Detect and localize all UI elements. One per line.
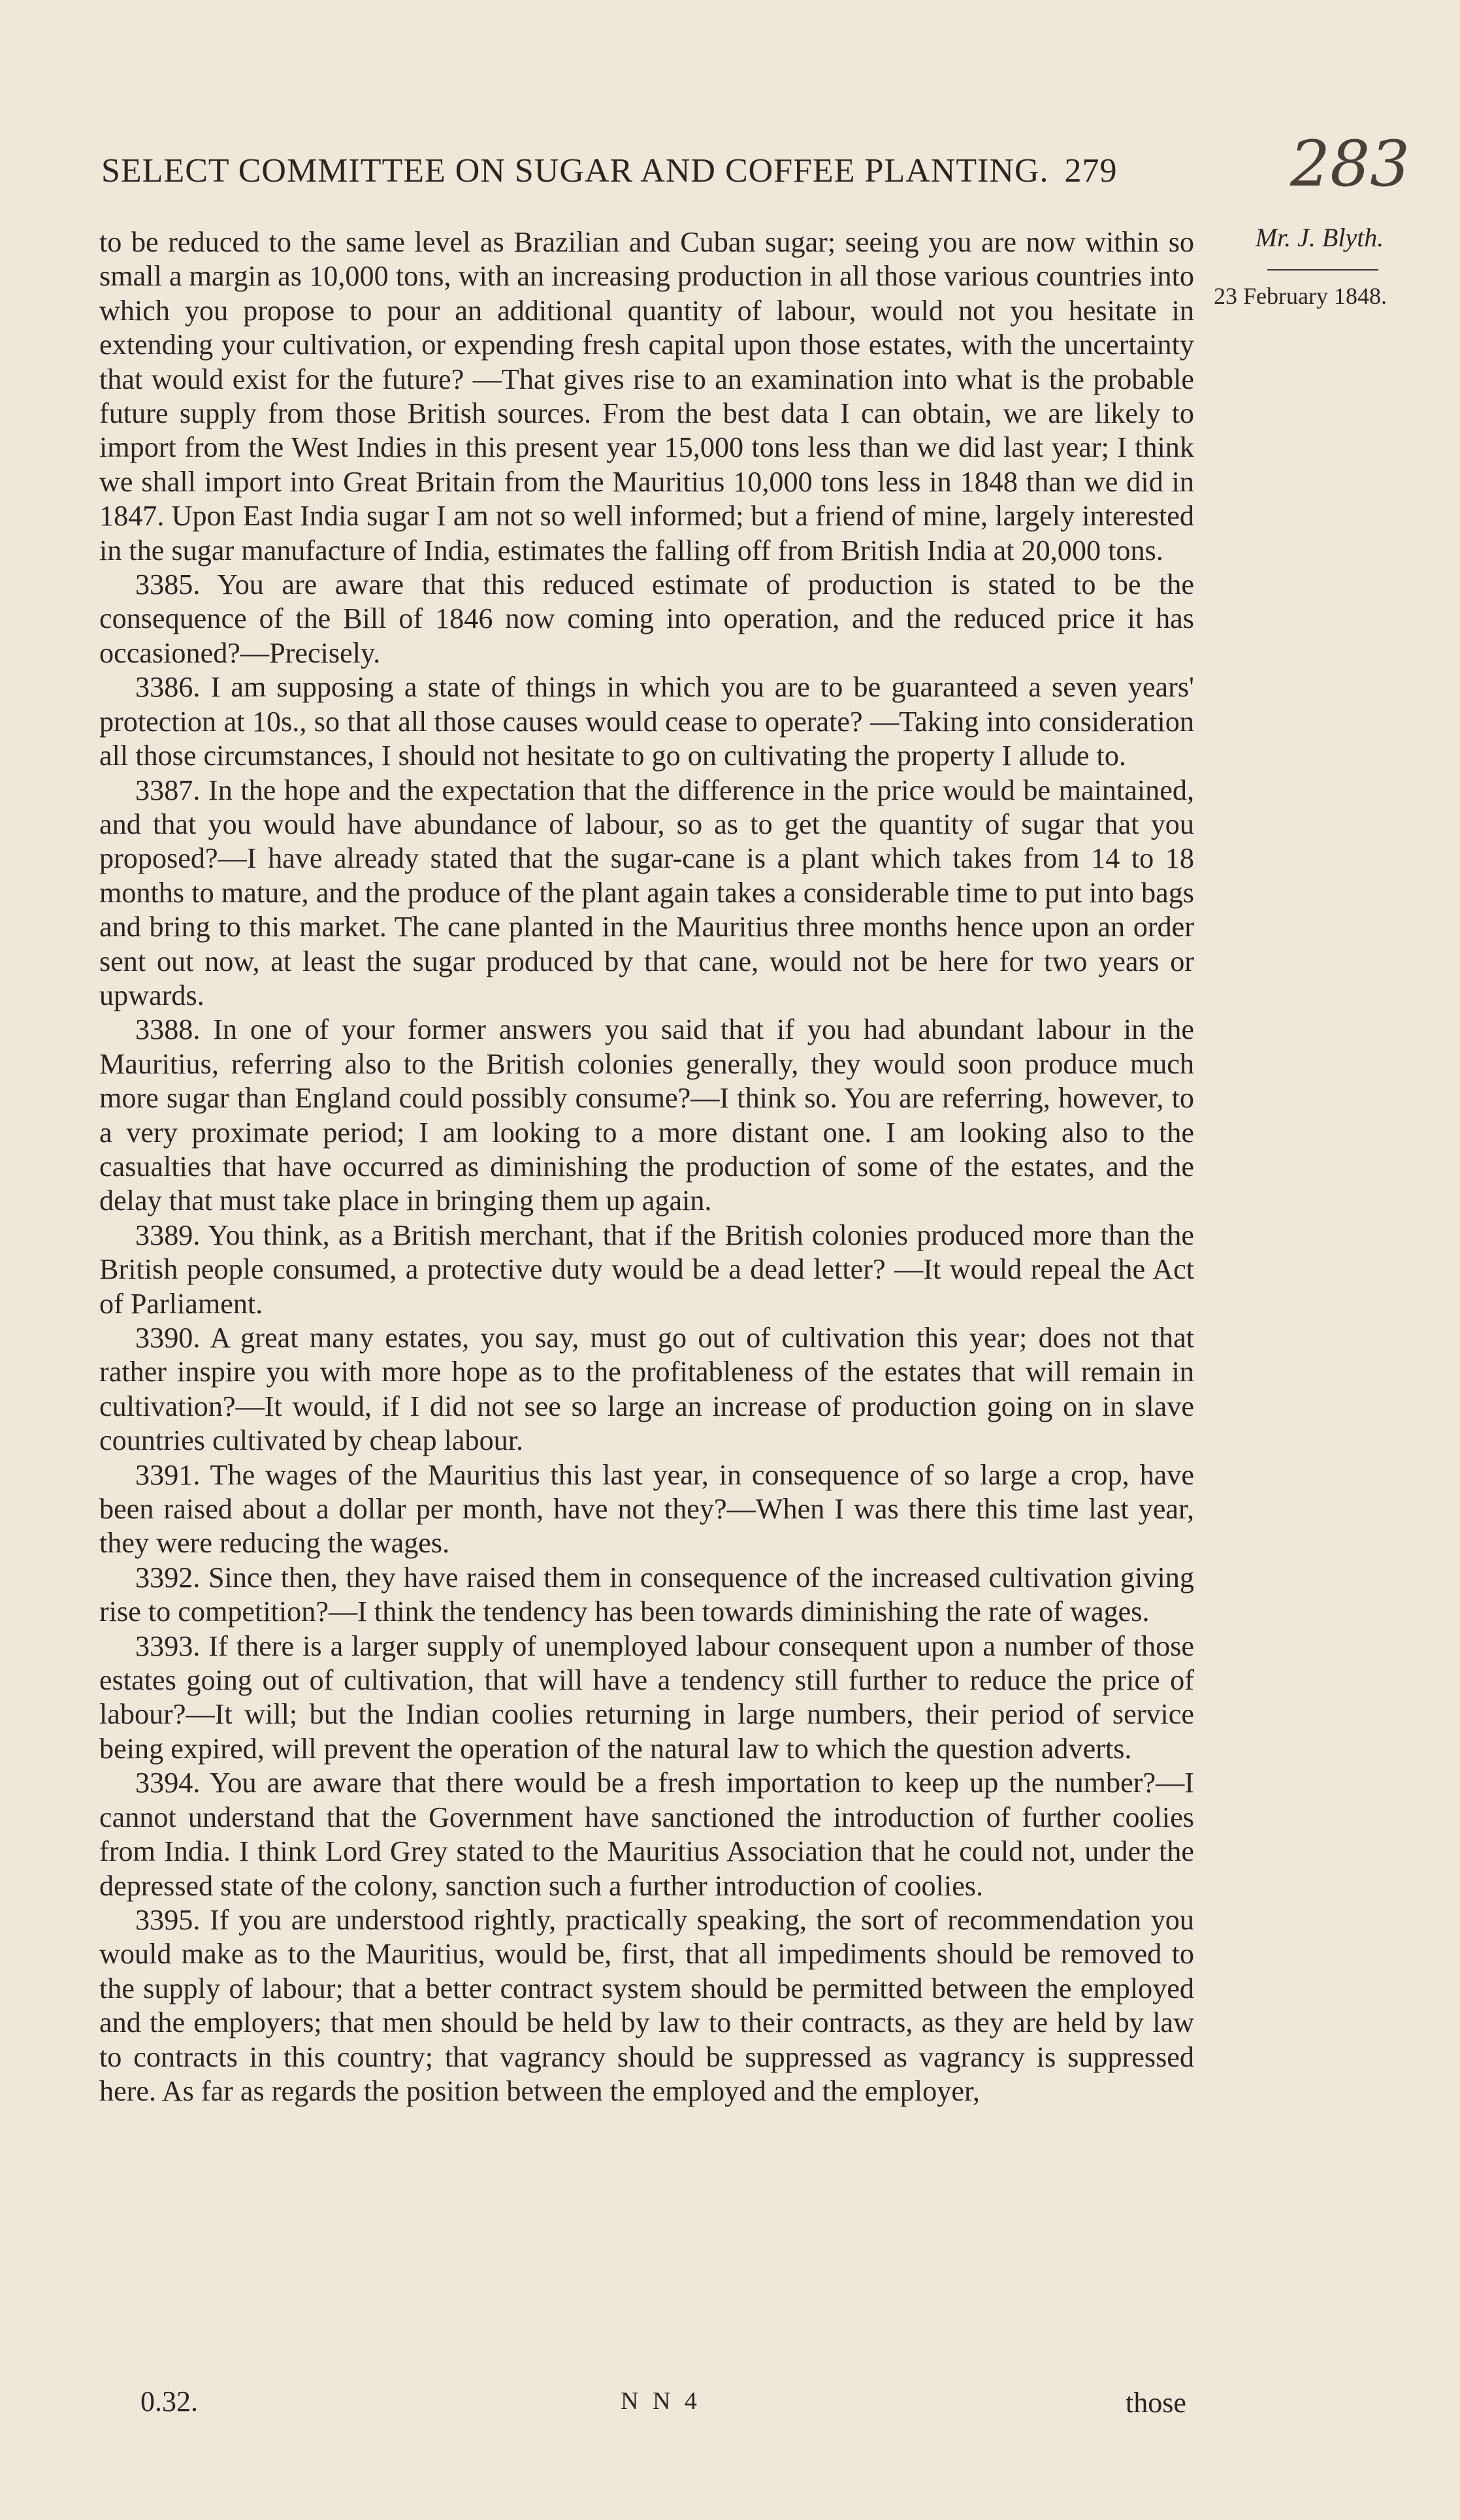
footer-reference: 0.32. [140,2385,198,2417]
question-number: 3387. [135,774,201,806]
paragraph [99,568,1194,670]
paragraph [99,1629,1194,1767]
paragraph [99,1903,1194,2108]
question-number: 3391. [135,1458,201,1491]
witness-date: 23 February 1848. [1214,283,1387,309]
paragraph [99,1458,1194,1561]
paragraph [99,1013,1194,1218]
header-title: SELECT COMMITTEE ON SUGAR AND COFFEE PLANTING. [101,152,1049,189]
question-number: 3393. [135,1629,201,1662]
paragraph-text: If there is a larger supply of unemployed labour consequent upon a number of those estates going out of cultivation, that will have a tendency still further to reduce the price of labour?—It will; but the Indian coolies returning in large numbers, their period of service being expired, will prevent the operation of the natural law to which the question adverts. [99,1629,1194,1765]
paragraph-text: In one of your former answers you said that if you had abundant labour in the Mauritius, referring also to the British colonies generally, they would soon produce much more sugar than England could possibly consume?—I think so. You are referring, however, to a very proximate period; I am looking to a more distant one. I am looking also to the casualties that have occurred as diminishing the production of some of the estates, and the delay that must take place in bringing them up again. [99,1013,1194,1217]
paragraph-text: Since then, they have raised them in consequence of the increased cultivation giving rise to competition?—I think the tendency has been towards diminishing the rate of wages. [99,1561,1194,1628]
paragraph-text: A great many estates, you say, must go out of cultivation this year; does not that rather inspire you with more hope as to the profitableness of the estates that will remain in cultivation?—It would, if I did not see so large an increase of production going on in slave countries cultivated by cheap labour. [99,1322,1194,1457]
paragraph-text: You think, as a British merchant, that if the British colonies produced more than the British people consumed, a protective duty would be a dead letter? —It would repeal the Act of Parliament. [99,1219,1194,1320]
paragraph-text: to be reduced to the same level as Brazilian and Cuban sugar; seeing you are now within so small a margin as 10,000 tons, with an increasing production in all those various countries into which you propose to pour an additional quantity of labour, would not you hesitate in extending your cultivation, or expending fresh capital upon those estates, with the uncertainty that would exist for the future? —That gives rise to an examination into what is the probable future supply from those British sources. From the best data I can obtain, we are likely to import from the West Indies in this present year 15,000 tons less than we did last year; I think we shall import into Great Britain from the Mauritius 10,000 tons less in 1848 than we did in 1847. Upon East India sugar I am not so well informed; but a friend of mine, largely interested in the sugar manufacture of India, estimates the falling off from British India at 20,000 tons. [99,226,1194,566]
paragraph-text: If you are understood rightly, practically speaking, the sort of recommendation you would make as to the Mauritius, would be, first, that all impediments should be removed to the supply of labour; that a better contract system should be permitted between the employed and the employers; that men should be held by law to their contracts, as they are held by law to contracts in this country; that vagrancy should be suppressed as vagrancy is suppressed here. As far as regards the position between the employed and the employer, [99,1903,1194,2107]
question-number: 3385. [135,568,201,601]
handwritten-page-number: 283 [1290,127,1410,201]
paragraph-text: I am supposing a state of things in which you are to be guaranteed a seven years' protection at 10s., so that all those causes would cease to operate? —Taking into consideration all those circumstances, I should not hesitate to go on cultivating the property I allude to. [99,671,1194,772]
paragraph [99,1321,1194,1458]
question-number: 3388. [135,1013,201,1046]
question-number: 3389. [135,1219,201,1251]
paragraph [99,1219,1194,1321]
question-number: 3390. [135,1322,201,1354]
paragraph-text: The wages of the Mauritius this last year, in consequence of so large a crop, have been raised about a dollar per month, have not they?—When I was there this time last year, they were reducing the wages. [99,1458,1195,1560]
paragraph [99,1766,1194,1903]
catchword: those [1126,2387,1186,2419]
paragraph-text: You are aware that this reduced estimate of production is stated to be the consequence of the Bill of 1846 now coming into operation, and the reduced price it has occasioned?—Precisely. [99,568,1194,669]
paragraph-text: In the hope and the expectation that the difference in the price would be maintained, and that you would have abundance of labour, so as to get the quantity of sugar that you proposed?—I have already stated that the sugar-cane is a plant which takes from 14 to 18 months to mature, and the produce of the plant again takes a considerable time to put into bags and bring to this market. The cane planted in the Mauritius three months hence upon an order sent out now, at least the sugar produced by that cane, would not be here for two years or upwards. [99,774,1194,1011]
running-header [101,152,1212,190]
paragraph [99,670,1194,773]
question-number: 3394. [135,1767,201,1799]
paragraph-text: You are aware that there would be a fresh importation to keep up the number?—I cannot understand that the Government have sanctioned the introduction of further coolies from India. I think Lord Grey stated to the Mauritius Association that he could not, under the depressed state of the colony, sanction such a further introduction of coolies. [99,1767,1194,1902]
witness-name: Mr. J. Blyth. [1255,223,1384,252]
header-page-number: 279 [1064,152,1118,189]
question-number: 3395. [135,1903,201,1936]
margin-rule [1267,269,1378,270]
paragraph [99,1561,1194,1629]
signature-mark: N N 4 [621,2387,701,2415]
question-number: 3386. [135,671,201,704]
paragraph [99,225,1194,568]
paragraph [99,774,1194,1013]
question-number: 3392. [135,1561,201,1594]
body-text [99,225,1194,2108]
